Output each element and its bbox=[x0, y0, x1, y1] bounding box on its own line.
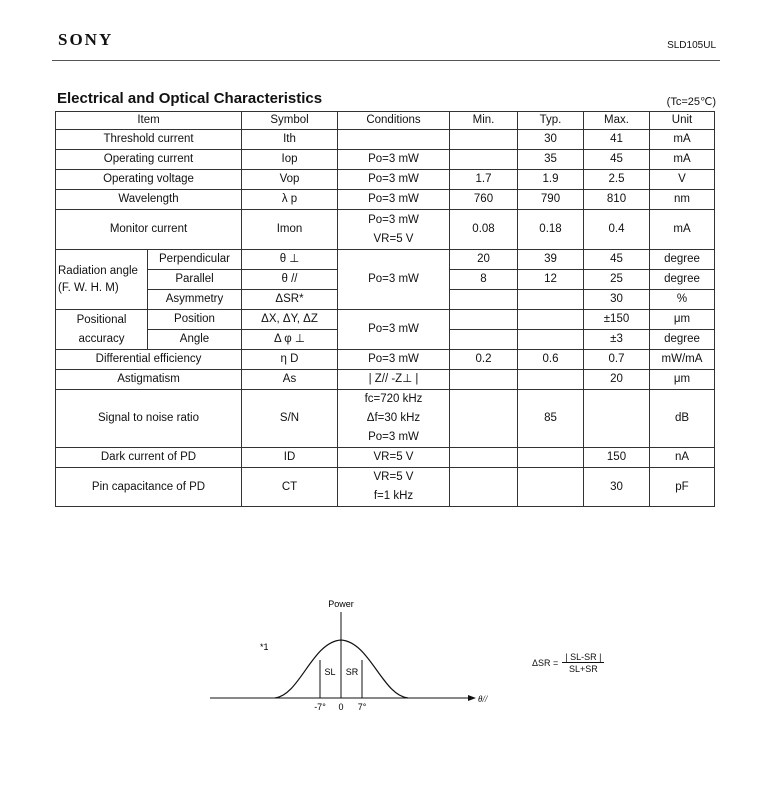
typ-cell bbox=[518, 310, 584, 330]
symbol-cell: Iop bbox=[242, 150, 338, 170]
item-cell: Pin capacitance of PD bbox=[56, 468, 242, 507]
symbol-cell: Vop bbox=[242, 170, 338, 190]
table-row bbox=[56, 350, 715, 370]
max-cell: ±150 bbox=[584, 310, 650, 330]
item-line: accuracy bbox=[78, 332, 125, 345]
unit-cell: degree bbox=[650, 330, 715, 350]
min-cell bbox=[450, 130, 518, 150]
item-cell: Monitor current bbox=[56, 210, 242, 250]
table-row bbox=[56, 310, 715, 330]
formula-fraction bbox=[562, 652, 604, 674]
tick-label: -7° bbox=[314, 702, 326, 712]
min-cell: 0.08 bbox=[450, 210, 518, 250]
tick-label: 0 bbox=[338, 702, 344, 712]
typ-cell: 12 bbox=[518, 270, 584, 290]
col-symbol: Symbol bbox=[242, 112, 338, 130]
note-marker: *1 bbox=[260, 642, 269, 652]
item-cell: Operating current bbox=[56, 150, 242, 170]
subitem-cell: Angle bbox=[148, 330, 242, 350]
cond-cell: VR=5 V bbox=[338, 448, 450, 468]
unit-cell: degree bbox=[650, 250, 715, 270]
unit-cell: mA bbox=[650, 210, 715, 250]
symbol-cell: ΔSR* bbox=[242, 290, 338, 310]
min-cell bbox=[450, 150, 518, 170]
min-cell: 20 bbox=[450, 250, 518, 270]
cond-line: fc=720 kHz bbox=[364, 393, 423, 405]
max-cell: 2.5 bbox=[584, 170, 650, 190]
min-cell: 0.2 bbox=[450, 350, 518, 370]
max-cell: 30 bbox=[584, 468, 650, 507]
item-line: Radiation angle bbox=[58, 264, 138, 277]
subitem-cell: Position bbox=[148, 310, 242, 330]
table-row bbox=[56, 170, 715, 190]
max-cell: 25 bbox=[584, 270, 650, 290]
typ-cell: 0.18 bbox=[518, 210, 584, 250]
col-min: Min. bbox=[450, 112, 518, 130]
max-cell: 0.7 bbox=[584, 350, 650, 370]
max-cell: ±3 bbox=[584, 330, 650, 350]
symbol-cell: η D bbox=[242, 350, 338, 370]
max-cell: 45 bbox=[584, 150, 650, 170]
tick-label: 7° bbox=[357, 702, 367, 712]
max-cell: 41 bbox=[584, 130, 650, 150]
symbol-cell: Δ φ ⊥ bbox=[242, 330, 338, 350]
cond-line: Δf=30 kHz bbox=[366, 412, 421, 424]
unit-cell: μm bbox=[650, 310, 715, 330]
item-cell: Astigmatism bbox=[56, 370, 242, 390]
cond-cell: Po=3 mW bbox=[338, 310, 450, 350]
power-label: Power bbox=[328, 599, 354, 609]
asymmetry-formula bbox=[532, 652, 604, 674]
col-typ: Typ. bbox=[518, 112, 584, 130]
sr-label: SR bbox=[345, 667, 359, 677]
typ-cell: 85 bbox=[518, 390, 584, 448]
col-unit: Unit bbox=[650, 112, 715, 130]
item-cell: Signal to noise ratio bbox=[56, 390, 242, 448]
max-cell: 30 bbox=[584, 290, 650, 310]
typ-cell bbox=[518, 468, 584, 507]
typ-cell: 39 bbox=[518, 250, 584, 270]
symbol-cell: As bbox=[242, 370, 338, 390]
unit-cell: nm bbox=[650, 190, 715, 210]
unit-cell: nA bbox=[650, 448, 715, 468]
table-row bbox=[56, 250, 715, 270]
brand-logo: SONY bbox=[58, 30, 114, 49]
col-item: Item bbox=[56, 112, 242, 130]
symbol-cell: θ ⊥ bbox=[242, 250, 338, 270]
item-line: Positional bbox=[76, 313, 127, 326]
table-row bbox=[56, 190, 715, 210]
sl-label: SL bbox=[324, 667, 336, 677]
item-cell: Wavelength bbox=[56, 190, 242, 210]
symbol-cell: ΔX, ΔY, ΔZ bbox=[242, 310, 338, 330]
cond-cell: Po=3 mW bbox=[338, 150, 450, 170]
item-cell: Threshold current bbox=[56, 130, 242, 150]
symbol-cell: S/N bbox=[242, 390, 338, 448]
cond-line: VR=5 V bbox=[373, 232, 414, 245]
item-cell: Dark current of PD bbox=[56, 448, 242, 468]
header-rule bbox=[52, 60, 720, 61]
table-row bbox=[56, 448, 715, 468]
cond-cell: Po=3 mW bbox=[338, 250, 450, 310]
cond-cell bbox=[338, 390, 450, 448]
formula-denominator: SL+SR bbox=[568, 664, 598, 674]
cond-cell: Po=3 mW bbox=[338, 350, 450, 370]
typ-cell: 1.9 bbox=[518, 170, 584, 190]
table-row bbox=[56, 150, 715, 170]
col-max: Max. bbox=[584, 112, 650, 130]
typ-cell bbox=[518, 290, 584, 310]
item-line: (F. W. H. M) bbox=[58, 281, 119, 294]
min-cell bbox=[450, 448, 518, 468]
unit-cell: mA bbox=[650, 150, 715, 170]
subitem-cell: Asymmetry bbox=[148, 290, 242, 310]
table-row bbox=[56, 468, 715, 507]
cond-line: Po=3 mW bbox=[368, 431, 419, 443]
typ-cell: 0.6 bbox=[518, 350, 584, 370]
symbol-cell: Ith bbox=[242, 130, 338, 150]
unit-cell: dB bbox=[650, 390, 715, 448]
item-cell: Differential efficiency bbox=[56, 350, 242, 370]
max-cell: 45 bbox=[584, 250, 650, 270]
formula-lhs: ΔSR = bbox=[532, 658, 559, 668]
item-cell bbox=[56, 250, 148, 310]
cond-line: Po=3 mW bbox=[368, 213, 419, 226]
min-cell: 760 bbox=[450, 190, 518, 210]
symbol-cell: ID bbox=[242, 448, 338, 468]
unit-cell: mW/mA bbox=[650, 350, 715, 370]
table-row bbox=[56, 390, 715, 448]
typ-cell: 30 bbox=[518, 130, 584, 150]
min-cell bbox=[450, 290, 518, 310]
typ-cell bbox=[518, 448, 584, 468]
part-number: SLD105UL bbox=[667, 40, 716, 51]
cond-cell: | Z// -Z⊥ | bbox=[338, 370, 450, 390]
max-cell: 150 bbox=[584, 448, 650, 468]
unit-cell: % bbox=[650, 290, 715, 310]
theta-label: θ// bbox=[478, 694, 488, 704]
item-cell bbox=[56, 310, 148, 350]
col-conditions: Conditions bbox=[338, 112, 450, 130]
symbol-cell: CT bbox=[242, 468, 338, 507]
unit-cell: V bbox=[650, 170, 715, 190]
temperature-condition: (Tc=25℃) bbox=[666, 96, 716, 108]
table-row bbox=[56, 370, 715, 390]
max-cell: 0.4 bbox=[584, 210, 650, 250]
cond-cell bbox=[338, 130, 450, 150]
cond-line: f=1 kHz bbox=[373, 490, 414, 502]
min-cell: 8 bbox=[450, 270, 518, 290]
x-axis-arrow bbox=[468, 695, 476, 701]
typ-cell bbox=[518, 330, 584, 350]
item-cell: Operating voltage bbox=[56, 170, 242, 190]
characteristics-table bbox=[55, 111, 715, 507]
symbol-cell: θ // bbox=[242, 270, 338, 290]
unit-cell: degree bbox=[650, 270, 715, 290]
section-title: Electrical and Optical Characteristics bbox=[57, 90, 323, 107]
typ-cell: 35 bbox=[518, 150, 584, 170]
max-cell bbox=[584, 390, 650, 448]
symbol-cell: λ p bbox=[242, 190, 338, 210]
min-cell bbox=[450, 390, 518, 448]
cond-cell bbox=[338, 468, 450, 507]
formula-numerator: | SL-SR | bbox=[562, 652, 604, 663]
max-cell: 20 bbox=[584, 370, 650, 390]
min-cell: 1.7 bbox=[450, 170, 518, 190]
unit-cell: μm bbox=[650, 370, 715, 390]
header-row bbox=[56, 112, 715, 130]
subitem-cell: Perpendicular bbox=[148, 250, 242, 270]
cond-cell: Po=3 mW bbox=[338, 190, 450, 210]
min-cell bbox=[450, 370, 518, 390]
typ-cell bbox=[518, 370, 584, 390]
unit-cell: pF bbox=[650, 468, 715, 507]
cond-cell: Po=3 mW bbox=[338, 170, 450, 190]
cond-line: VR=5 V bbox=[373, 471, 414, 483]
subitem-cell: Parallel bbox=[148, 270, 242, 290]
min-cell bbox=[450, 310, 518, 330]
unit-cell: mA bbox=[650, 130, 715, 150]
max-cell: 810 bbox=[584, 190, 650, 210]
symbol-cell: Imon bbox=[242, 210, 338, 250]
cond-cell bbox=[338, 210, 450, 250]
table-row bbox=[56, 130, 715, 150]
radiation-pattern-diagram bbox=[200, 590, 500, 720]
min-cell bbox=[450, 330, 518, 350]
table-row bbox=[56, 210, 715, 250]
min-cell bbox=[450, 468, 518, 507]
typ-cell: 790 bbox=[518, 190, 584, 210]
